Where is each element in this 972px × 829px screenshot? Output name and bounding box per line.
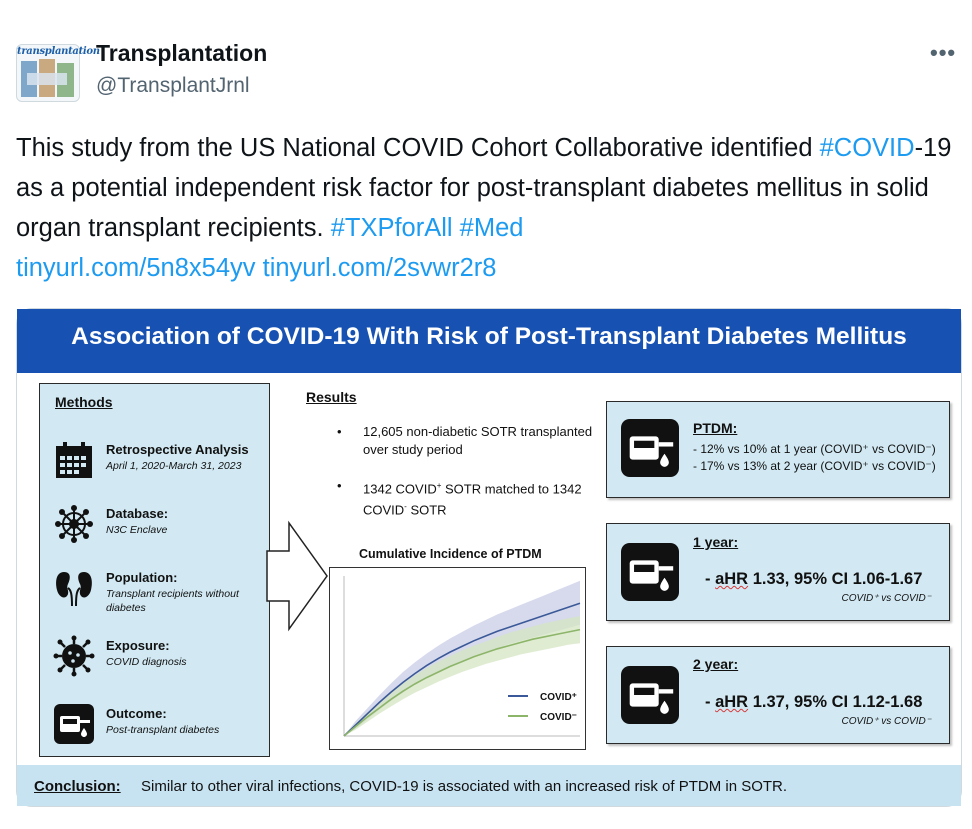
tinyurl-link-2[interactable]: tinyurl.com/2svwr2r8 — [262, 254, 497, 282]
method-detail: April 1, 2020-March 31, 2023 — [106, 460, 242, 472]
two-year-heading: 2 year: — [693, 656, 739, 672]
method-detail: Post-transplant diabetes — [106, 724, 220, 736]
method-item-exposure — [54, 636, 264, 680]
ptdm-line-1yr: - 12% vs 10% at 1 year (COVID⁺ vs COVID⁻) — [693, 442, 936, 456]
results-bullets — [337, 423, 603, 538]
glucose-meter-icon — [621, 419, 679, 477]
chart-svg — [330, 568, 585, 749]
author-handle[interactable]: @TransplantJrnl — [96, 74, 250, 97]
conclusion-text: Similar to other viral infections, COVID-19 is associated with an increased risk of PTDM in SOTR. — [141, 778, 788, 795]
glucose-meter-icon — [621, 543, 679, 601]
ptdm-heading: PTDM: — [693, 420, 738, 436]
two-year-ahr-label: aHR — [715, 693, 749, 711]
results-bullet-matched — [337, 477, 603, 520]
hashtag-med-link[interactable]: #Med — [459, 214, 524, 242]
matched-text-c: SOTR — [406, 502, 447, 518]
infographic-title: Association of COVID-19 With Risk of Post-Transplant Diabetes Mellitus — [71, 323, 907, 350]
chart-legend-label-1: COVID⁻ — [540, 712, 577, 723]
two-year-dash: - — [705, 693, 716, 711]
results-heading: Results — [306, 389, 357, 405]
virus-icon — [54, 636, 94, 676]
avatar-journal-title: transplantation — [17, 46, 100, 57]
cumulative-incidence-chart — [329, 567, 586, 750]
method-title: Population: — [106, 570, 178, 585]
one-year-ahr-value: 1.33, 95% CI 1.06-1.67 — [748, 570, 923, 588]
matched-sup-minus: - — [404, 502, 407, 512]
author-avatar[interactable] — [16, 44, 100, 102]
conclusion-label: Conclusion: — [34, 778, 121, 795]
one-year-heading: 1 year: — [693, 534, 739, 550]
matched-sup-plus: + — [436, 481, 442, 490]
matched-text-a: 1342 COVID — [363, 481, 437, 497]
ptdm-summary-box — [606, 401, 950, 498]
tweet-text — [16, 128, 961, 288]
results-bullet-cohort: • 12,605 non-diabetic SOTR transplanted over study period — [337, 423, 603, 459]
one-year-comparison: COVID⁺ vs COVID⁻ — [841, 593, 931, 604]
method-detail: N3C Enclave — [106, 524, 168, 536]
conclusion-bar — [17, 765, 961, 806]
method-title: Database: — [106, 506, 169, 521]
one-year-ahr-label: aHR — [715, 570, 749, 588]
author-name[interactable]: Transplantation — [96, 40, 268, 66]
one-year-dash: - — [705, 570, 716, 588]
glucose-meter-icon — [621, 666, 679, 724]
methods-heading: Methods — [55, 394, 113, 410]
calendar-icon — [54, 440, 94, 480]
chart-legend-label-0: COVID⁺ — [540, 692, 577, 703]
flow-arrow-icon — [267, 521, 329, 631]
infographic-media-card[interactable] — [16, 308, 962, 807]
method-title: Retrospective Analysis — [106, 442, 249, 457]
avatar-cover-band — [27, 73, 67, 85]
method-item-outcome — [54, 704, 264, 748]
one-year-ahr — [705, 570, 922, 589]
two-year-result-box — [606, 646, 950, 744]
two-year-comparison: COVID⁺ vs COVID⁻ — [841, 716, 931, 727]
database-network-icon — [54, 504, 94, 544]
tweet-text-body: -19 as a potential independent risk factor for post-transplant diabetes mellitus in solid organ transplant recipients. — [16, 134, 952, 242]
two-year-ahr-value: 1.37, 95% CI 1.12-1.68 — [748, 693, 923, 711]
method-title: Exposure: — [106, 638, 170, 653]
method-item-retrospective — [54, 440, 264, 484]
tinyurl-link-1[interactable]: tinyurl.com/5n8x54yv — [16, 254, 256, 282]
method-detail: COVID diagnosis — [106, 656, 187, 668]
matched-text-b: SOTR matched to 1342 COVID — [363, 481, 582, 518]
ptdm-line-2yr: - 17% vs 13% at 2 year (COVID⁺ vs COVID⁻) — [693, 459, 936, 473]
method-item-population — [54, 568, 264, 612]
one-year-result-box — [606, 523, 950, 621]
method-item-database — [54, 504, 264, 548]
methods-panel — [39, 383, 270, 757]
more-options-icon[interactable]: ••• — [930, 40, 957, 65]
hashtag-covid-link[interactable]: #COVID — [819, 134, 915, 162]
method-title: Outcome: — [106, 706, 167, 721]
chart-title: Cumulative Incidence of PTDM — [359, 547, 542, 561]
kidneys-icon — [54, 568, 94, 608]
infographic-banner — [17, 309, 961, 373]
hashtag-txpforall-link[interactable]: #TXPforAll — [330, 214, 453, 242]
two-year-ahr — [705, 693, 922, 712]
glucose-meter-icon — [54, 704, 94, 744]
tweet-text-intro: This study from the US National COVID Cohort Collaborative identified — [16, 134, 820, 162]
method-detail: Transplant recipients without diabetes — [106, 588, 239, 614]
